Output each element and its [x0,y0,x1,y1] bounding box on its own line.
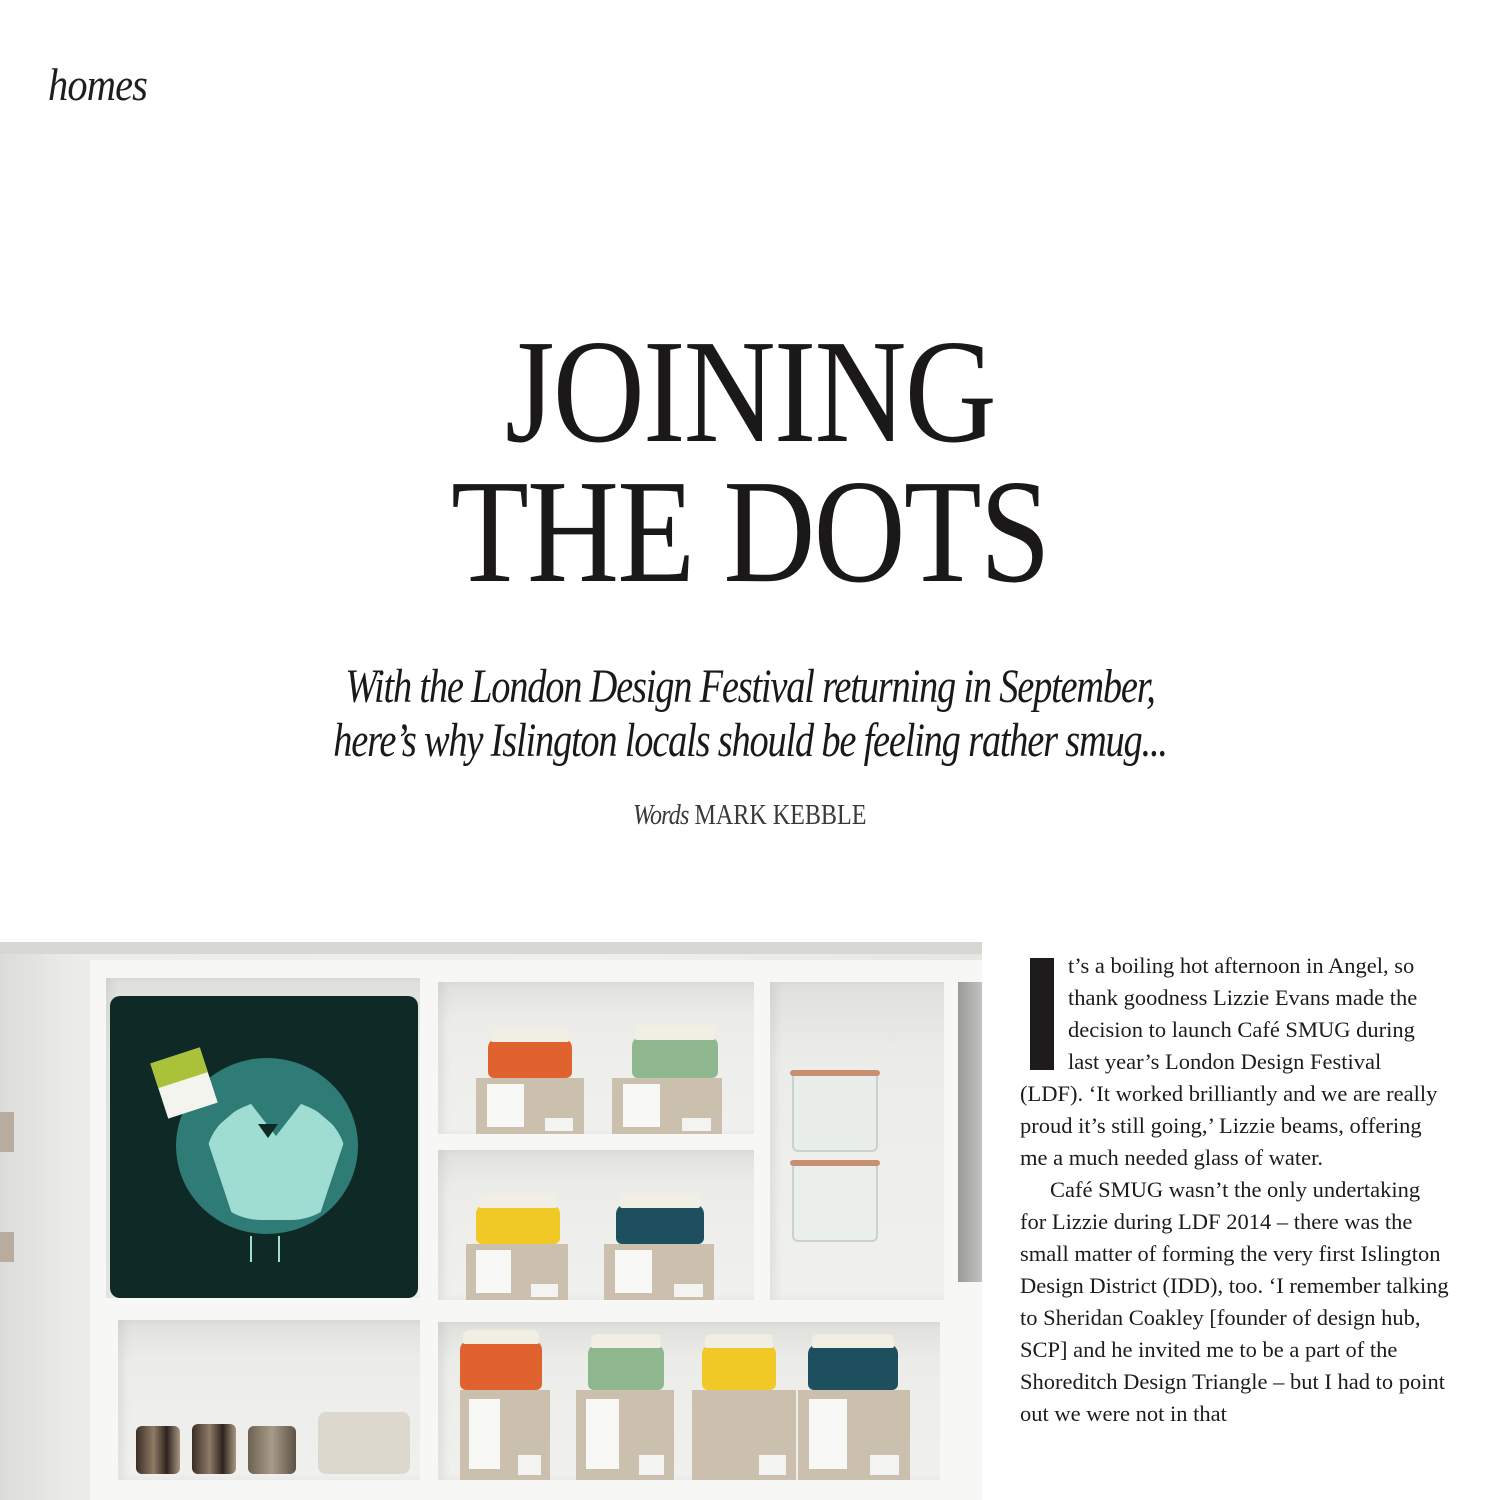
glass-jar [792,1072,878,1152]
horn-cup [248,1426,296,1474]
pot-teal [808,1344,898,1390]
byline-prefix: Words [633,800,689,831]
owl-cushion [110,996,418,1298]
paragraph-text: Café SMUG wasn’t the only undertaking for Lizzie during LDF 2014 – there was the small matter of forming the very first Islington Design District (IDD), too. ‘I remember talking to Sheridan Coakley [founder of design hub, SCP] and he invited me to be a part of the Shoreditch Design Triangle – but I had to point out we were not in that [1020,1177,1449,1426]
standfirst [0,660,1500,768]
byline-author: MARK KEBBLE [694,800,867,831]
headline-line-1: JOINING [505,310,995,474]
horn-cup [136,1426,180,1474]
article-body [1020,950,1450,1430]
section-label: homes [48,59,148,110]
headline-line-2: THE DOTS [451,450,1049,614]
product-box [460,1390,550,1480]
product-box [604,1244,714,1300]
product-box [476,1078,584,1134]
article-paragraph-2 [1020,1174,1450,1430]
paragraph-text: t’s a boiling hot afternoon in Angel, so thank goodness Lizzie Evans made the decision to launch Café SMUG during last year’s London Design Festival (LDF). ‘It worked brilliantly and we are really proud it’s still going,’ Lizzie beams, offering me a much needed glass of water. [1020,953,1438,1170]
owl-leg [250,1236,252,1262]
product-box [612,1078,722,1134]
product-box [692,1390,796,1480]
left-edge-object [0,1112,14,1152]
pot-orange [460,1340,542,1390]
pot-orange [488,1038,572,1078]
pot-green [588,1344,664,1390]
dropcap [1030,958,1054,1070]
headline [0,310,1500,614]
byline [0,800,1500,832]
product-box [466,1244,568,1300]
standfirst-line-2: here’s why Islington locals should be feeling rather smug... [333,714,1167,767]
glass-jar [792,1162,878,1242]
ceramic-stack [318,1412,410,1474]
standfirst-line-1: With the London Design Festival returning in September, [345,660,1155,713]
left-edge-object [0,1232,14,1262]
article-photo [0,942,982,1500]
article-paragraph-1 [1020,950,1450,1174]
pot-green [632,1036,718,1078]
product-box [798,1390,910,1480]
owl-beak [258,1124,278,1138]
product-box [576,1390,674,1480]
photo-top-band [0,942,982,954]
pot-yellow [476,1204,560,1244]
pot-yellow [702,1344,776,1390]
horn-cup [192,1424,236,1474]
owl-leg [278,1236,280,1262]
grey-throw [958,982,982,1282]
pot-teal [616,1204,704,1244]
